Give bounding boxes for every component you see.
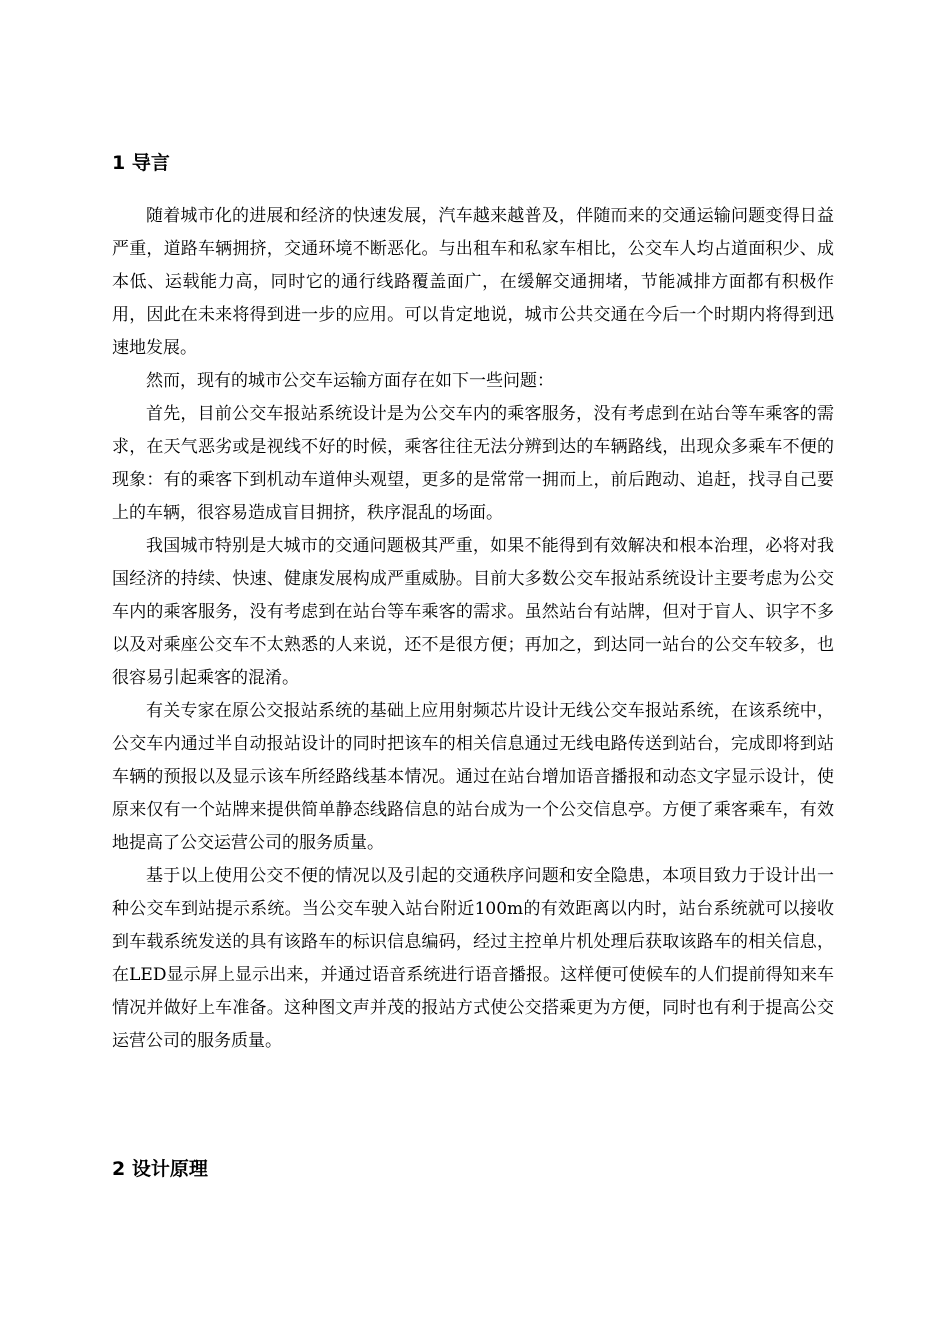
paragraph: 首先，目前公交车报站系统设计是为公交车内的乘客服务，没有考虑到在站台等车乘客的需求，在天气恶劣或是视线不好的时候，乘客往往无法分辨到达的车辆路线，出现众多乘车不便的现象：有的乘客下到机动车道伸头观望，更多的是常常一拥而上，前后跑动、追赶，找寻自己要上的车辆，很容易造成盲目拥挤，秩序混乱的场面。 [112,404,834,523]
paragraph: 随着城市化的进展和经济的快速发展，汽车越来越普及，伴随而来的交通运输问题变得日益严重，道路车辆拥挤，交通环境不断恶化。与出租车和私家车相比，公交车人均占道面积少、成本低、运载能力高，同时它的通行线路覆盖面广，在缓解交通拥堵，节能减排方面都有积极作用，因此在未来将得到进一步的应用。可以肯定地说，城市公共交通在今后一个时期内将得到迅速地发展。 [112,206,834,358]
section-heading-introduction: 1 导言 [112,152,170,174]
paragraph: 我国城市特别是大城市的交通问题极其严重，如果不能得到有效解决和根本治理，必将对我国经济的持续、快速、健康发展构成严重威胁。目前大多数公交车报站系统设计主要考虑为公交车内的乘客服务，没有考虑到在站台等车乘客的需求。虽然站台有站牌，但对于盲人、识字不多以及对乘座公交车不太熟悉的人来说，还不是很方便；再加之，到达同一站台的公交车较多，也很容易引起乘客的混淆。 [112,536,834,688]
document-body [112,146,834,1180]
paragraph: 然而，现有的城市公交车运输方面存在如下一些问题： [146,371,554,391]
paragraph: 有关专家在原公交报站系统的基础上应用射频芯片设计无线公交车报站系统，在该系统中，公交车内通过半自动报站设计的同时把该车的相关信息通过无线电路传送到站台，完成即将到站车辆的预报以及显示该车所经路线基本情况。通过在站台增加语音播报和动态文字显示设计，使原来仅有一个站牌来提供简单静态线路信息的站台成为一个公交信息亭。方便了乘客乘车，有效地提高了公交运营公司的服务质量。 [112,701,834,853]
paragraph: 基于以上使用公交不便的情况以及引起的交通秩序问题和安全隐患，本项目致力于设计出一种公交车到站提示系统。当公交车驶入站台附近100m的有效距离以内时，站台系统就可以接收到车载系统发送的具有该路车的标识信息编码，经过主控单片机处理后获取该路车的相关信息，在LED显示屏上显示出来，并通过语音系统进行语音播报。这样便可使候车的人们提前得知来车情况并做好上车准备。这种图文声并茂的报站方式使公交搭乘更为方便，同时也有利于提高公交运营公司的服务质量。 [112,866,834,1051]
section-heading-design-principle: 2 设计原理 [112,1158,208,1180]
